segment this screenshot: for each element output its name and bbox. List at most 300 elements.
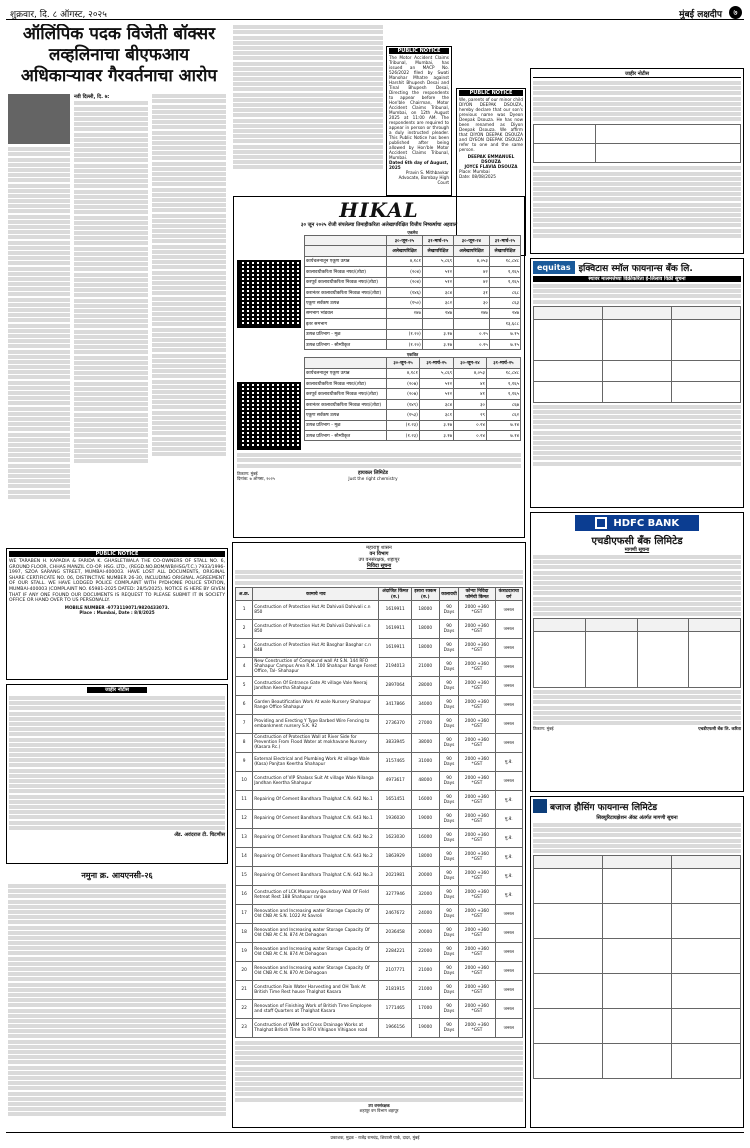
signer-1: DEEPAK EMMANUEL DSOUZA xyxy=(467,154,515,164)
notice-title: PUBLIC NOTICE xyxy=(459,90,523,96)
table-cell: 2000 +360 *GST xyxy=(459,942,495,961)
table-cell: १,१६५ xyxy=(489,267,520,277)
section-standalone: एकमेव xyxy=(407,230,418,235)
table-row xyxy=(236,638,523,657)
notice-dated: Dated 6th day of August, 2025 xyxy=(389,160,449,170)
table-cell: कालावधीकरिता निव्वळ नफा/(तोटा) xyxy=(305,267,387,277)
table-cell: 8 xyxy=(236,733,253,752)
table-cell: Construction of VIP Shalass Suit At village Wale Nilanga Jandhan Keertha Shahapur xyxy=(253,771,379,790)
company-title: बजाज हौसिंग फायनान्स लिमिटेड xyxy=(550,802,658,813)
table-cell: 27000 xyxy=(411,714,439,733)
table-cell: जनरल xyxy=(495,600,522,619)
notice-body: We, parents of our minor child DIYON DEEPAK DSOUZA, hereby declare that our son's previous name was Dyeon Deepak Dsouza. He has now been renamed as Diyon Deepak Dsouza. We affirm that DIYON DEEPAK DSOUZA and DYEON DEEPAK DSOUZA refer to one and the same person. xyxy=(459,97,523,152)
table-cell: 2000 +360 *GST xyxy=(459,657,495,676)
table-cell: 4 xyxy=(236,657,253,676)
hikal-logo: HIKAL xyxy=(339,198,419,222)
table-cell: (२०४) xyxy=(387,267,423,277)
table-row xyxy=(305,308,521,318)
table-row xyxy=(236,942,523,961)
table-cell: 18000 xyxy=(411,619,439,638)
bajaj-housing-notice xyxy=(530,796,744,1128)
table-cell xyxy=(454,319,490,329)
table-cell: 3157465 xyxy=(379,752,411,771)
table-cell xyxy=(422,319,453,329)
notice-title: जाहीर नोटीस xyxy=(533,71,741,78)
table-cell: 1619911 xyxy=(379,638,411,657)
col-sub: लेखापरिक्षित xyxy=(489,246,520,256)
table-row xyxy=(236,999,523,1018)
col-sub: लेखापरिक्षित xyxy=(422,246,453,256)
table-cell: 2000 +360 *GST xyxy=(459,866,495,885)
table-cell: 90 Days xyxy=(439,904,459,923)
table-cell: 2000 +360 *GST xyxy=(459,790,495,809)
table-cell: ०.२४ xyxy=(454,420,487,430)
table-cell: 1936030 xyxy=(379,809,411,828)
table-cell: 2467672 xyxy=(379,904,411,923)
table-cell: 2181915 xyxy=(379,980,411,999)
table-cell: ८६७ xyxy=(486,399,520,409)
table-cell: ७.१४ xyxy=(486,431,520,441)
table-cell: 1623030 xyxy=(379,828,411,847)
equitas-auction-notice xyxy=(530,258,744,508)
table-cell: 20000 xyxy=(411,866,439,885)
table-row xyxy=(236,809,523,828)
table-row xyxy=(236,980,523,999)
table-cell: Construction of WBM and Cross Drainage Works at Thalghat British Time To RFO Vihigaon Vihigaon road xyxy=(253,1018,379,1037)
table-row xyxy=(305,339,521,349)
table-cell: 90 Days xyxy=(439,771,459,790)
table-cell: जनरल xyxy=(495,999,522,1018)
table-cell: करपूर्व कालावधीकरिता निव्वळ नफा/(तोटा) xyxy=(305,277,387,287)
borrower-table xyxy=(533,618,741,688)
public-notice-marathi xyxy=(530,68,744,254)
bank-title: एचडीएफसी बँक लिमिटेड xyxy=(591,536,683,547)
notice-title: नमुना क्र. आयएनसी-२६ xyxy=(81,871,153,880)
table-row xyxy=(236,771,523,790)
paper-name: मुंबई लक्षदीप xyxy=(679,10,722,20)
table-cell: ४,०५३ xyxy=(454,256,490,266)
table-cell: कार्यचलनातून एकूण उत्पन्न xyxy=(305,368,387,378)
table-cell: ३.१७ xyxy=(422,329,453,339)
table-row xyxy=(236,600,523,619)
table-cell: ५,८६९ xyxy=(419,368,453,378)
table-cell: 15 xyxy=(236,866,253,885)
table-cell: ३.१७ xyxy=(419,420,453,430)
table-cell: ०.२४ xyxy=(454,431,487,441)
table-cell: 90 Days xyxy=(439,809,459,828)
table-cell: Construction Rain Water Harvesting and OH Tank At British Time Rest house Thalghat Kasara xyxy=(253,980,379,999)
table-cell: Repairing Of Cement Bandhara Thalghat C.N. 643 No.2 xyxy=(253,847,379,866)
results-title: ३० जून २०२५ रोजी संपलेल्या तिमाहीकरिता अलेखापरिक्षित वित्तीय निष्कर्षाचा अहवाल xyxy=(300,222,458,228)
table-cell: (२०४) xyxy=(387,277,423,287)
table-cell: ३० xyxy=(454,399,487,409)
table-cell: Repairing Of Cement Bandhara Thalghat C.N. 643 No.1 xyxy=(253,809,379,828)
notice-date: Date: 08/08/2025 xyxy=(459,174,496,179)
table-cell: जनरल xyxy=(495,657,522,676)
table-row xyxy=(305,389,521,399)
table-cell: करानंतर कालावधीकरिता निव्वळ नफा/(तोटा) xyxy=(305,287,387,297)
table-cell: Providing and Erecting Y Type Barbed Wire Fencing to embankment nursery S.K. 92 xyxy=(253,714,379,733)
table-row xyxy=(236,733,523,752)
table-cell: External Electrical and Plumbing Work At village Wale (Kasa) Panjtan Keertha Shahapur xyxy=(253,752,379,771)
table-cell: 90 Days xyxy=(439,923,459,942)
table-cell: ८६८ xyxy=(489,287,520,297)
form-inc26-notice xyxy=(6,868,228,1128)
table-cell: 2000 +360 *GST xyxy=(459,695,495,714)
notice-place: Place: Mumbai xyxy=(459,169,490,174)
table-cell: मु.बे. xyxy=(495,790,522,809)
table-cell: Construction of Protection Hut At Dahivali Dahivali c.n 850 xyxy=(253,600,379,619)
table-cell: जनरल xyxy=(495,638,522,657)
table-cell: ७.१४ xyxy=(486,420,520,430)
table-cell: 90 Days xyxy=(439,790,459,809)
table-cell: मु.बे. xyxy=(495,752,522,771)
table-cell: 2000 +360 *GST xyxy=(459,961,495,980)
table-cell: 2000 +360 *GST xyxy=(459,714,495,733)
col-header: ३०-जून-२५ xyxy=(387,236,423,246)
table-cell: 10 xyxy=(236,771,253,790)
masthead xyxy=(6,6,744,20)
table-cell: 48000 xyxy=(411,771,439,790)
notice-title: जाहीर नोटीस xyxy=(87,687,147,693)
mobile-number: MOBILE NUMBER -9773119071/9820433073. xyxy=(64,604,170,610)
table-cell: (१.२०) xyxy=(387,329,423,339)
table-cell: ३८२ xyxy=(422,298,453,308)
table-cell: जनरल xyxy=(495,695,522,714)
table-cell: 2000 +360 *GST xyxy=(459,619,495,638)
col-header: अंदाजित किंमत (रु.) xyxy=(379,587,411,600)
header-4: निविदा सूचना xyxy=(366,563,392,569)
page-number: ७ xyxy=(729,6,742,19)
table-cell: १३,६८८ xyxy=(489,319,520,329)
table-cell: 21000 xyxy=(411,961,439,980)
table-cell: 90 Days xyxy=(439,714,459,733)
standalone-table xyxy=(304,235,521,350)
notice-subtitle: मागणी सूचना xyxy=(624,547,650,553)
table-cell: 2000 +360 *GST xyxy=(459,1018,495,1037)
table-cell: २९ xyxy=(454,410,487,420)
notice-role: Advocate, Bombay High Court xyxy=(398,175,449,185)
table-cell: ४२ xyxy=(454,267,490,277)
table-cell: 24000 xyxy=(411,904,439,923)
table-cell xyxy=(387,319,423,329)
table-cell: 21 xyxy=(236,980,253,999)
table-cell: जनरल xyxy=(495,923,522,942)
table-cell: (१५०) xyxy=(387,298,423,308)
table-cell: Garden Beautification Work At wale Nursery Shahapur Range Office Shahapur xyxy=(253,695,379,714)
col-header: ३०-जून-२५ xyxy=(387,358,420,368)
qr-code-icon xyxy=(237,260,301,328)
story-column-1 xyxy=(8,93,70,500)
table-row xyxy=(236,961,523,980)
table-cell: 22 xyxy=(236,999,253,1018)
header-1: महाराष्ट्र शासन xyxy=(366,545,392,551)
table-cell: 16000 xyxy=(411,828,439,847)
table-cell: 2036458 xyxy=(379,923,411,942)
notice-title: PUBLIC NOTICE xyxy=(389,48,449,54)
table-cell: 16 xyxy=(236,885,253,904)
table-cell: इतर समभाग xyxy=(305,319,387,329)
lead-story xyxy=(8,24,230,544)
table-cell: उत्पन्न प्रतिभाग - सौम्यीकृत xyxy=(305,431,387,441)
table-cell: 3417866 xyxy=(379,695,411,714)
table-cell: 90 Days xyxy=(439,942,459,961)
table-row xyxy=(305,420,521,430)
table-cell: ७.१५ xyxy=(489,329,520,339)
table-cell: 90 Days xyxy=(439,980,459,999)
table-cell: Construction Of Entrance Gate At village Vale Neeraj Jandhan Keertha Shahapur xyxy=(253,676,379,695)
table-cell: ८६२ xyxy=(486,410,520,420)
table-cell: New Construction of Compound wall At S.N. 144 RFO Shahapur Campus Area R.M. 100 Shahapur Range Forest Office, Tal- Shahapur xyxy=(253,657,379,676)
col-header: इसारा रक्कम (रु.) xyxy=(411,587,439,600)
table-cell: Repairing Of Cement Bandhara Thalghat C.N. 642 No.3 xyxy=(253,866,379,885)
table-cell: 4973617 xyxy=(379,771,411,790)
table-cell: मु.बे. xyxy=(495,847,522,866)
forest-tender-notice xyxy=(232,542,526,1128)
table-cell: ३८४ xyxy=(422,287,453,297)
notice-body: WE TARABEN H. KAPADIA & FARIDA K. GHASLETWALA THE CO-OWNERS OF STALL NO. 6, GROUND FLOOR, CHHAS MANZIL CO-OP. HSG. LTD., (REGD.NO.BOM/WB/HSG/T.C.) 7933/1996-1997, SZOA SARANG STREET, MUMBAI-400003. HAVE LOST ALL DOCUMENTS, ORIGINAL SHARE CERTIFICATE NO. 06, DISTINCTIVE NUMBER 26-30, INCLUDING ORIGINAL AGREEMENT OF OUR STALL. WE HAVE LODGED POLICE COMPLAINT WITH PYDHONIE POLICE STATION, MUMBAI-400003 (COMPLAINT NO. 65981-2025 DATED: 28/5/2025). NOTICE IS HERE BY GIVEN THAT IF ANY ONE FOUND OUR DOCUMENTS IS REQUEST TO PLEASE SUBMIT IT IN SOCIETY OFFICE OR HAND OVER TO US PERSONALLY. xyxy=(9,559,225,604)
dateline: नवी दिल्ली, दि. ७: xyxy=(74,94,110,101)
table-cell: मु.बे. xyxy=(495,866,522,885)
table-cell: करानंतर कालावधीकरिता निव्वळ नफा/(तोटा) xyxy=(305,399,387,409)
table-cell: (१४६) xyxy=(387,287,423,297)
table-cell: Construction of Protection Hut At Dahivali Dahivali c.n 850 xyxy=(253,619,379,638)
office: शहापूर वन विभाग शहापूर xyxy=(359,1107,399,1113)
table-cell: 2000 +360 *GST xyxy=(459,600,495,619)
notice-subtitle: सिक्युरिटायझेशन ॲक्ट अंतर्गत मागणी सूचना xyxy=(596,815,678,821)
table-row xyxy=(305,410,521,420)
table-cell: 19 xyxy=(236,942,253,961)
table-cell: मु.बे. xyxy=(495,885,522,904)
header-2: वन विभाग xyxy=(369,551,389,557)
table-cell: 90 Days xyxy=(439,600,459,619)
table-cell: Construction of LCK Masonary Boundary Wall Of Field Retreat Rest 188 Shahapur range xyxy=(253,885,379,904)
table-cell: 2107771 xyxy=(379,961,411,980)
table-cell: 90 Days xyxy=(439,885,459,904)
table-cell: (१.२३) xyxy=(387,431,420,441)
table-cell: 2 xyxy=(236,619,253,638)
table-cell: 17000 xyxy=(411,999,439,1018)
table-cell: ३.१७ xyxy=(422,339,453,349)
table-cell: 90 Days xyxy=(439,676,459,695)
table-cell: Repairing Of Cement Bandhara Thalghat C.N. 642 No.1 xyxy=(253,790,379,809)
table-cell: 90 Days xyxy=(439,847,459,866)
table-cell: ४२ xyxy=(454,277,490,287)
table-cell: 2000 +360 *GST xyxy=(459,676,495,695)
table-cell: 18 xyxy=(236,923,253,942)
table-cell: 23 xyxy=(236,1018,253,1037)
table-cell: 3 xyxy=(236,638,253,657)
table-cell: १८,८४८ xyxy=(489,256,520,266)
table-cell: ४,०५३ xyxy=(454,368,487,378)
tagline: Just the right chemistry xyxy=(348,475,398,481)
table-cell: ३१ xyxy=(454,287,490,297)
table-cell: उत्पन्न प्रतिभाग - मूळ xyxy=(305,420,387,430)
col-sub: अलेखापरिक्षित xyxy=(387,246,423,256)
table-cell: (२०७) xyxy=(387,389,420,399)
table-cell: 1 xyxy=(236,600,253,619)
imprint-footer xyxy=(6,1132,744,1144)
table-cell: जनरल xyxy=(495,771,522,790)
table-cell: जनरल xyxy=(495,980,522,999)
place-date: Place : Mumbai, Date : 8/8/2025 xyxy=(79,609,155,615)
table-cell: ५१२ xyxy=(422,267,453,277)
table-cell: 2000 +360 *GST xyxy=(459,885,495,904)
table-cell: 1619911 xyxy=(379,600,411,619)
signer-2: JOYCE FLAVIA DSOUZA xyxy=(464,164,518,169)
table-row xyxy=(236,676,523,695)
table-cell: 2000 +360 *GST xyxy=(459,980,495,999)
table-cell: जनरल xyxy=(495,733,522,752)
table-row xyxy=(305,329,521,339)
hikal-results-ad xyxy=(233,196,525,538)
table-cell: जनरल xyxy=(495,904,522,923)
table-row xyxy=(236,714,523,733)
company-name: हायकल लिमिटेड xyxy=(357,469,388,476)
table-cell: 34000 xyxy=(411,695,439,714)
table-cell: जनरल xyxy=(495,619,522,638)
table-cell: 3833945 xyxy=(379,733,411,752)
table-cell: 90 Days xyxy=(439,657,459,676)
date: दिनांक: ७ ऑगस्ट, २०२५ xyxy=(237,475,275,481)
table-cell: (१५३) xyxy=(387,410,420,420)
table-cell: 1619911 xyxy=(379,619,411,638)
table-cell: 38000 xyxy=(411,733,439,752)
table-cell: 16000 xyxy=(411,790,439,809)
table-cell: एकूण सर्वंकष उत्पन्न xyxy=(305,410,387,420)
table-cell: करपूर्व कालावधीकरिता निव्वळ नफा/(तोटा) xyxy=(305,389,387,399)
table-cell: जनरल xyxy=(495,1018,522,1037)
public-notice-mact xyxy=(386,46,452,196)
col-header: ३०-जून-२४ xyxy=(454,358,487,368)
table-cell: समभाग भांडवल xyxy=(305,308,387,318)
col-header: कामाचे नाव xyxy=(253,587,379,600)
table-row xyxy=(236,885,523,904)
table-cell: 90 Days xyxy=(439,999,459,1018)
table-cell: 14 xyxy=(236,847,253,866)
col-header: ३०-जून-२४ xyxy=(454,236,490,246)
table-cell: ८६३ xyxy=(489,298,520,308)
table-cell: ४१ xyxy=(454,379,487,389)
borrower-table xyxy=(533,855,741,1079)
table-row xyxy=(236,904,523,923)
table-cell: जनरल xyxy=(495,676,522,695)
table-cell: 9 xyxy=(236,752,253,771)
table-cell: एकूण सर्वंकष उत्पन्न xyxy=(305,298,387,308)
table-cell: 21000 xyxy=(411,657,439,676)
brand: HDFC BANK xyxy=(613,518,680,529)
story-column-3 xyxy=(152,93,226,500)
table-row xyxy=(236,619,523,638)
table-cell: मु.बे. xyxy=(495,828,522,847)
table-cell: ३.१७ xyxy=(419,431,453,441)
notice-subtitle: स्थावर मालमत्तेच्या विक्रीकरिता ई-लिलाव विक्री सूचना xyxy=(533,276,741,282)
table-cell: 20 xyxy=(236,961,253,980)
notice-signer: Pravin S. Mithbavkar xyxy=(405,170,449,175)
col-header: ३१-मार्च-२५ xyxy=(422,236,453,246)
table-cell: 2021981 xyxy=(379,866,411,885)
table-cell: 3277946 xyxy=(379,885,411,904)
table-cell: 1966156 xyxy=(379,1018,411,1037)
table-cell: १,१६५ xyxy=(486,379,520,389)
table-cell: 90 Days xyxy=(439,733,459,752)
table-cell: 90 Days xyxy=(439,752,459,771)
table-row xyxy=(236,752,523,771)
col-header: कंत्राटदाराचा वर्ग xyxy=(495,587,522,600)
table-cell: 90 Days xyxy=(439,1018,459,1037)
table-cell: 2284221 xyxy=(379,942,411,961)
table-cell: 21000 xyxy=(411,980,439,999)
table-cell: जनरल xyxy=(495,714,522,733)
table-cell: 2000 +360 *GST xyxy=(459,923,495,942)
story-column-2 xyxy=(74,93,148,500)
table-cell: 31000 xyxy=(411,752,439,771)
consolidated-table xyxy=(304,357,521,441)
story-continuation xyxy=(233,24,383,194)
col-header: कोऱ्या निविदा फॉर्मची किंमत xyxy=(459,587,495,600)
table-row xyxy=(236,695,523,714)
table-cell: 22000 xyxy=(411,942,439,961)
table-cell: 2736370 xyxy=(379,714,411,733)
table-cell: 19000 xyxy=(411,809,439,828)
table-cell: 2000 +360 *GST xyxy=(459,752,495,771)
table-cell: 18000 xyxy=(411,600,439,619)
col-sub: अलेखापरिक्षित xyxy=(454,246,490,256)
notice-title: PUBLIC NOTICE xyxy=(9,551,225,557)
table-cell: 19000 xyxy=(411,1018,439,1037)
table-cell: 1771465 xyxy=(379,999,411,1018)
table-row xyxy=(236,657,523,676)
col-header: ३१-मार्च-२५ xyxy=(486,358,520,368)
table-cell: Renovation of Finishing Work of British Time Employee and staff Quarters at Thalghat Kasara xyxy=(253,999,379,1018)
col-header: अ.क्र. xyxy=(236,587,253,600)
table-cell: 2000 +360 *GST xyxy=(459,809,495,828)
table-cell: Renovation and Increasing water Storage Capacity Of Old CNB At C.N. 874 At Dehagoan xyxy=(253,923,379,942)
table-cell: Renovation and Increasing water Storage Capacity Of Old CNB At C.N. 874 At Dehagoan xyxy=(253,942,379,961)
table-cell: (१४९) xyxy=(387,399,420,409)
table-cell: 2897064 xyxy=(379,676,411,695)
place: ठिकाण: मुंबई xyxy=(533,726,554,732)
table-cell: 1651451 xyxy=(379,790,411,809)
hdfc-demand-notice xyxy=(530,512,744,792)
hdfc-logo xyxy=(575,515,699,531)
table-cell: 11 xyxy=(236,790,253,809)
table-cell: 7 xyxy=(236,714,253,733)
table-cell: 2000 +360 *GST xyxy=(459,999,495,1018)
table-cell: 6 xyxy=(236,695,253,714)
table-cell: ५,८६९ xyxy=(422,256,453,266)
table-cell: ७.१५ xyxy=(489,339,520,349)
table-row xyxy=(305,399,521,409)
table-cell: 12 xyxy=(236,809,253,828)
signer: एचडीएफसी बँक लि. करिता xyxy=(698,726,741,732)
table-cell: २४७ xyxy=(387,308,423,318)
table-row xyxy=(305,431,521,441)
table-cell: उत्पन्न प्रतिभाग - मूळ xyxy=(305,329,387,339)
table-row xyxy=(305,298,521,308)
place: ठिकाण: मुंबई xyxy=(237,470,258,476)
table-cell: 32000 xyxy=(411,885,439,904)
issue-date: शुक्रवार, दि. ८ ऑगस्ट, २०२५ xyxy=(10,10,107,20)
table-cell: 90 Days xyxy=(439,619,459,638)
table-cell: 90 Days xyxy=(439,866,459,885)
table-cell: (१.२३) xyxy=(387,420,420,430)
table-cell: Construction of Protection Wall at River Side for Prevention From Flood Water at mokhavane Nursery (Kasara Rc.) xyxy=(253,733,379,752)
table-row xyxy=(236,828,523,847)
table-cell: (१.२०) xyxy=(387,339,423,349)
table-cell: ३० xyxy=(454,298,490,308)
table-cell: ३८४ xyxy=(419,399,453,409)
